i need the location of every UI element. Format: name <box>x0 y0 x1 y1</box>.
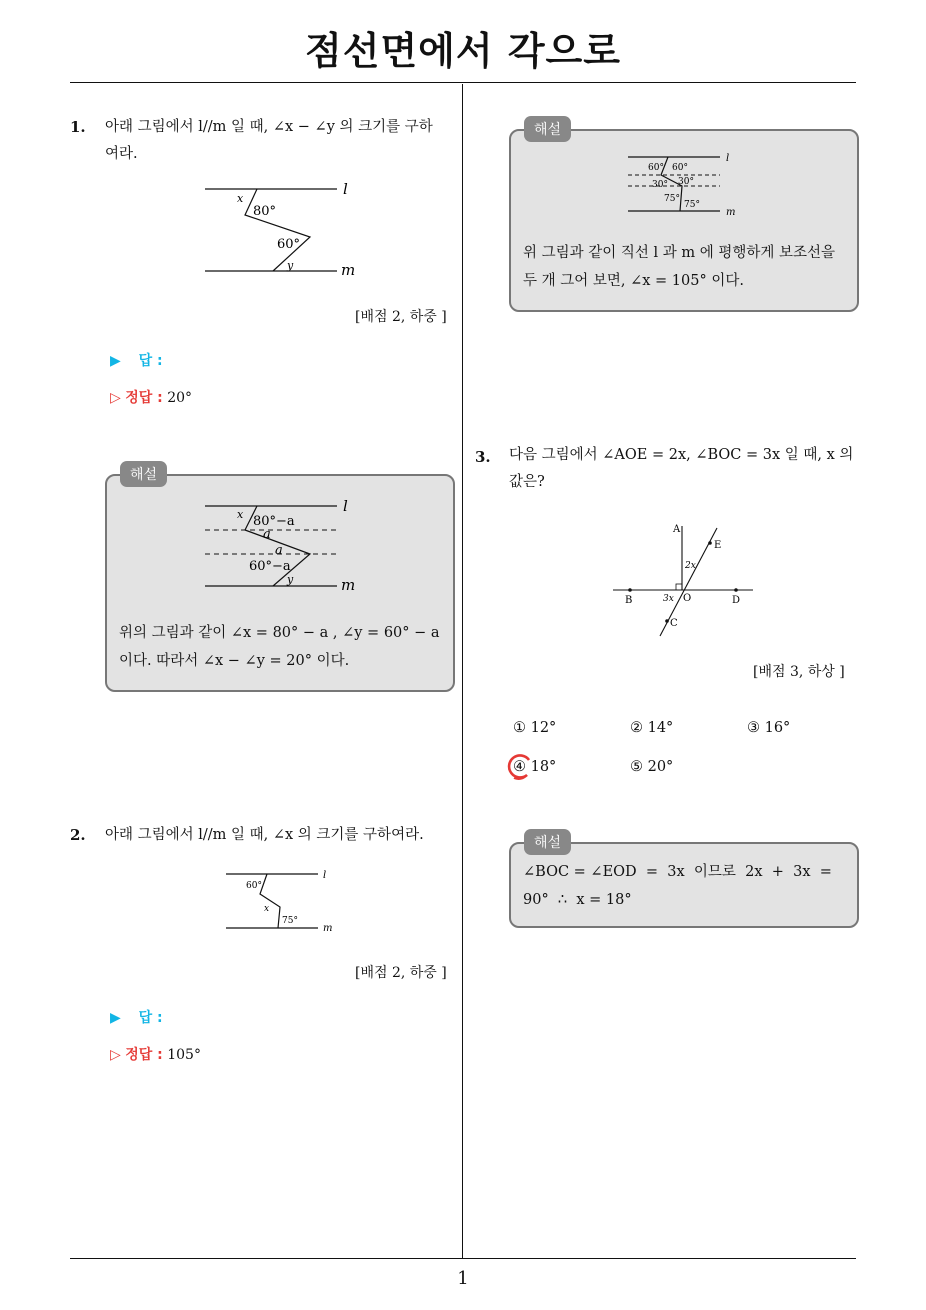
answer-label: 답 : <box>138 353 163 369</box>
q1-explain-line1: 위의 그림과 같이 ∠x = 80° − a , ∠y = 60° − a <box>119 625 440 641</box>
q1-exp-a2: a <box>275 543 283 558</box>
question-1-line2: 여라. <box>105 146 138 162</box>
question-2-answer[interactable] <box>110 1007 163 1027</box>
question-1-explanation-figure <box>195 492 365 597</box>
q3-explain-line1: ∠BOC = ∠EOD = 3x 이므로 2x + 3x = <box>523 864 832 880</box>
q1-fig-l: l <box>343 180 348 198</box>
question-2-number: 2. <box>70 826 86 844</box>
question-1-correct <box>110 387 192 407</box>
q1-fig-y: y <box>287 259 294 272</box>
triangle-outline-icon: ▷ <box>110 1047 121 1063</box>
choice-1[interactable]: ① 12° <box>513 720 557 736</box>
q2-fig-x: x <box>264 904 270 914</box>
q3-fig-2x: 2x <box>685 561 696 571</box>
question-2-figure <box>220 862 340 937</box>
q2-exp-m: m <box>726 207 736 218</box>
choice-4[interactable]: ④ 18° <box>513 759 557 775</box>
q1-fig-m: m <box>341 261 356 279</box>
page-number: 1 <box>457 1268 469 1289</box>
q2-exp-30b: 30° <box>678 177 694 187</box>
footer-rule <box>70 1258 856 1259</box>
q1-fig-60: 60° <box>277 237 301 252</box>
question-2-explanation-figure <box>622 146 747 221</box>
question-1-explanation-text <box>119 619 449 675</box>
selected-answer-circle-icon <box>505 751 535 781</box>
question-1-score: [배점 2, 하중 ] <box>355 309 447 325</box>
question-1-figure <box>195 175 365 280</box>
q2-exp-75b: 75° <box>684 200 700 210</box>
q2-exp-30a: 30° <box>652 180 668 190</box>
question-2-explanation-text <box>523 239 853 295</box>
q1-exp-x: x <box>237 508 244 521</box>
question-3-number: 3. <box>475 448 491 466</box>
q2-exp-75a: 75° <box>664 194 680 204</box>
q3-fig-C: C <box>670 618 678 629</box>
q1-exp-60a: 60°−a <box>249 559 291 574</box>
question-2-correct <box>110 1044 201 1064</box>
q3-fig-3x: 3x <box>663 594 674 604</box>
q2-explain-line1: 위 그림과 같이 직선 l 과 m 에 평행하게 보조선을 <box>523 245 835 261</box>
question-3-explanation-text <box>523 858 853 914</box>
question-1-text <box>105 114 455 168</box>
question-1-answer[interactable] <box>110 350 163 370</box>
q1-exp-80a: 80°−a <box>253 514 295 529</box>
choice-5[interactable]: ⑤ 20° <box>630 759 674 775</box>
answer-label: 답 : <box>138 1010 163 1026</box>
triangle-outline-icon: ▷ <box>110 390 121 406</box>
q1-exp-l: l <box>343 497 348 515</box>
question-3-text <box>509 442 859 496</box>
q3-fig-O: O <box>683 593 692 604</box>
q1-fig-80: 80° <box>253 204 277 219</box>
question-3-figure <box>605 518 765 643</box>
question-3-explanation-badge: 해설 <box>524 829 571 855</box>
choice-2[interactable]: ② 14° <box>630 720 674 736</box>
q2-exp-60a: 60° <box>648 163 664 173</box>
question-1-line1: 아래 그림에서 l//m 일 때, ∠x − ∠y 의 크기를 구하 <box>105 119 433 135</box>
column-divider <box>462 84 463 1259</box>
correct-label: 정답 : <box>125 1047 163 1063</box>
q1-explain-line2: 이다. 따라서 ∠x − ∠y = 20° 이다. <box>119 653 350 669</box>
question-3-line2: 값은? <box>509 474 545 490</box>
q3-fig-A: A <box>673 524 681 535</box>
question-2-score: [배점 2, 하중 ] <box>355 965 447 981</box>
q2-fig-m: m <box>323 923 333 934</box>
question-3-score: [배점 3, 하상 ] <box>753 664 845 680</box>
correct-value: 105° <box>167 1047 201 1063</box>
question-2-explanation-badge: 해설 <box>524 116 571 142</box>
correct-label: 정답 : <box>125 390 163 406</box>
q3-fig-D: D <box>732 595 741 606</box>
question-1-number: 1. <box>70 118 86 136</box>
q3-fig-E: E <box>714 540 722 551</box>
page-title: 점선면에서 각으로 <box>305 29 621 73</box>
q2-fig-75: 75° <box>282 916 298 926</box>
q1-exp-m: m <box>341 576 356 594</box>
q3-explain-line2: 90° ∴ x = 18° <box>523 892 632 908</box>
q2-fig-l: l <box>323 870 327 881</box>
q2-exp-l: l <box>726 153 730 164</box>
correct-value: 20° <box>167 390 193 406</box>
header-rule <box>70 82 856 83</box>
choice-3[interactable]: ③ 16° <box>747 720 791 736</box>
question-1-explanation-badge: 해설 <box>120 461 167 487</box>
q2-exp-60b: 60° <box>672 163 688 173</box>
question-2-text: 아래 그림에서 l//m 일 때, ∠x 의 크기를 구하여라. <box>105 827 424 843</box>
question-3-line1: 다음 그림에서 ∠AOE = 2x, ∠BOC = 3x 일 때, x 의 <box>509 447 854 463</box>
q1-exp-y: y <box>287 573 294 586</box>
q1-fig-x: x <box>237 192 244 205</box>
play-icon: ▶ <box>110 1010 121 1026</box>
play-icon: ▶ <box>110 353 121 369</box>
q3-fig-B: B <box>625 595 633 606</box>
q1-exp-a1: a <box>263 527 271 542</box>
q2-explain-line2: 두 개 그어 보면, ∠x = 105° 이다. <box>523 273 744 289</box>
q2-fig-60: 60° <box>246 881 262 891</box>
